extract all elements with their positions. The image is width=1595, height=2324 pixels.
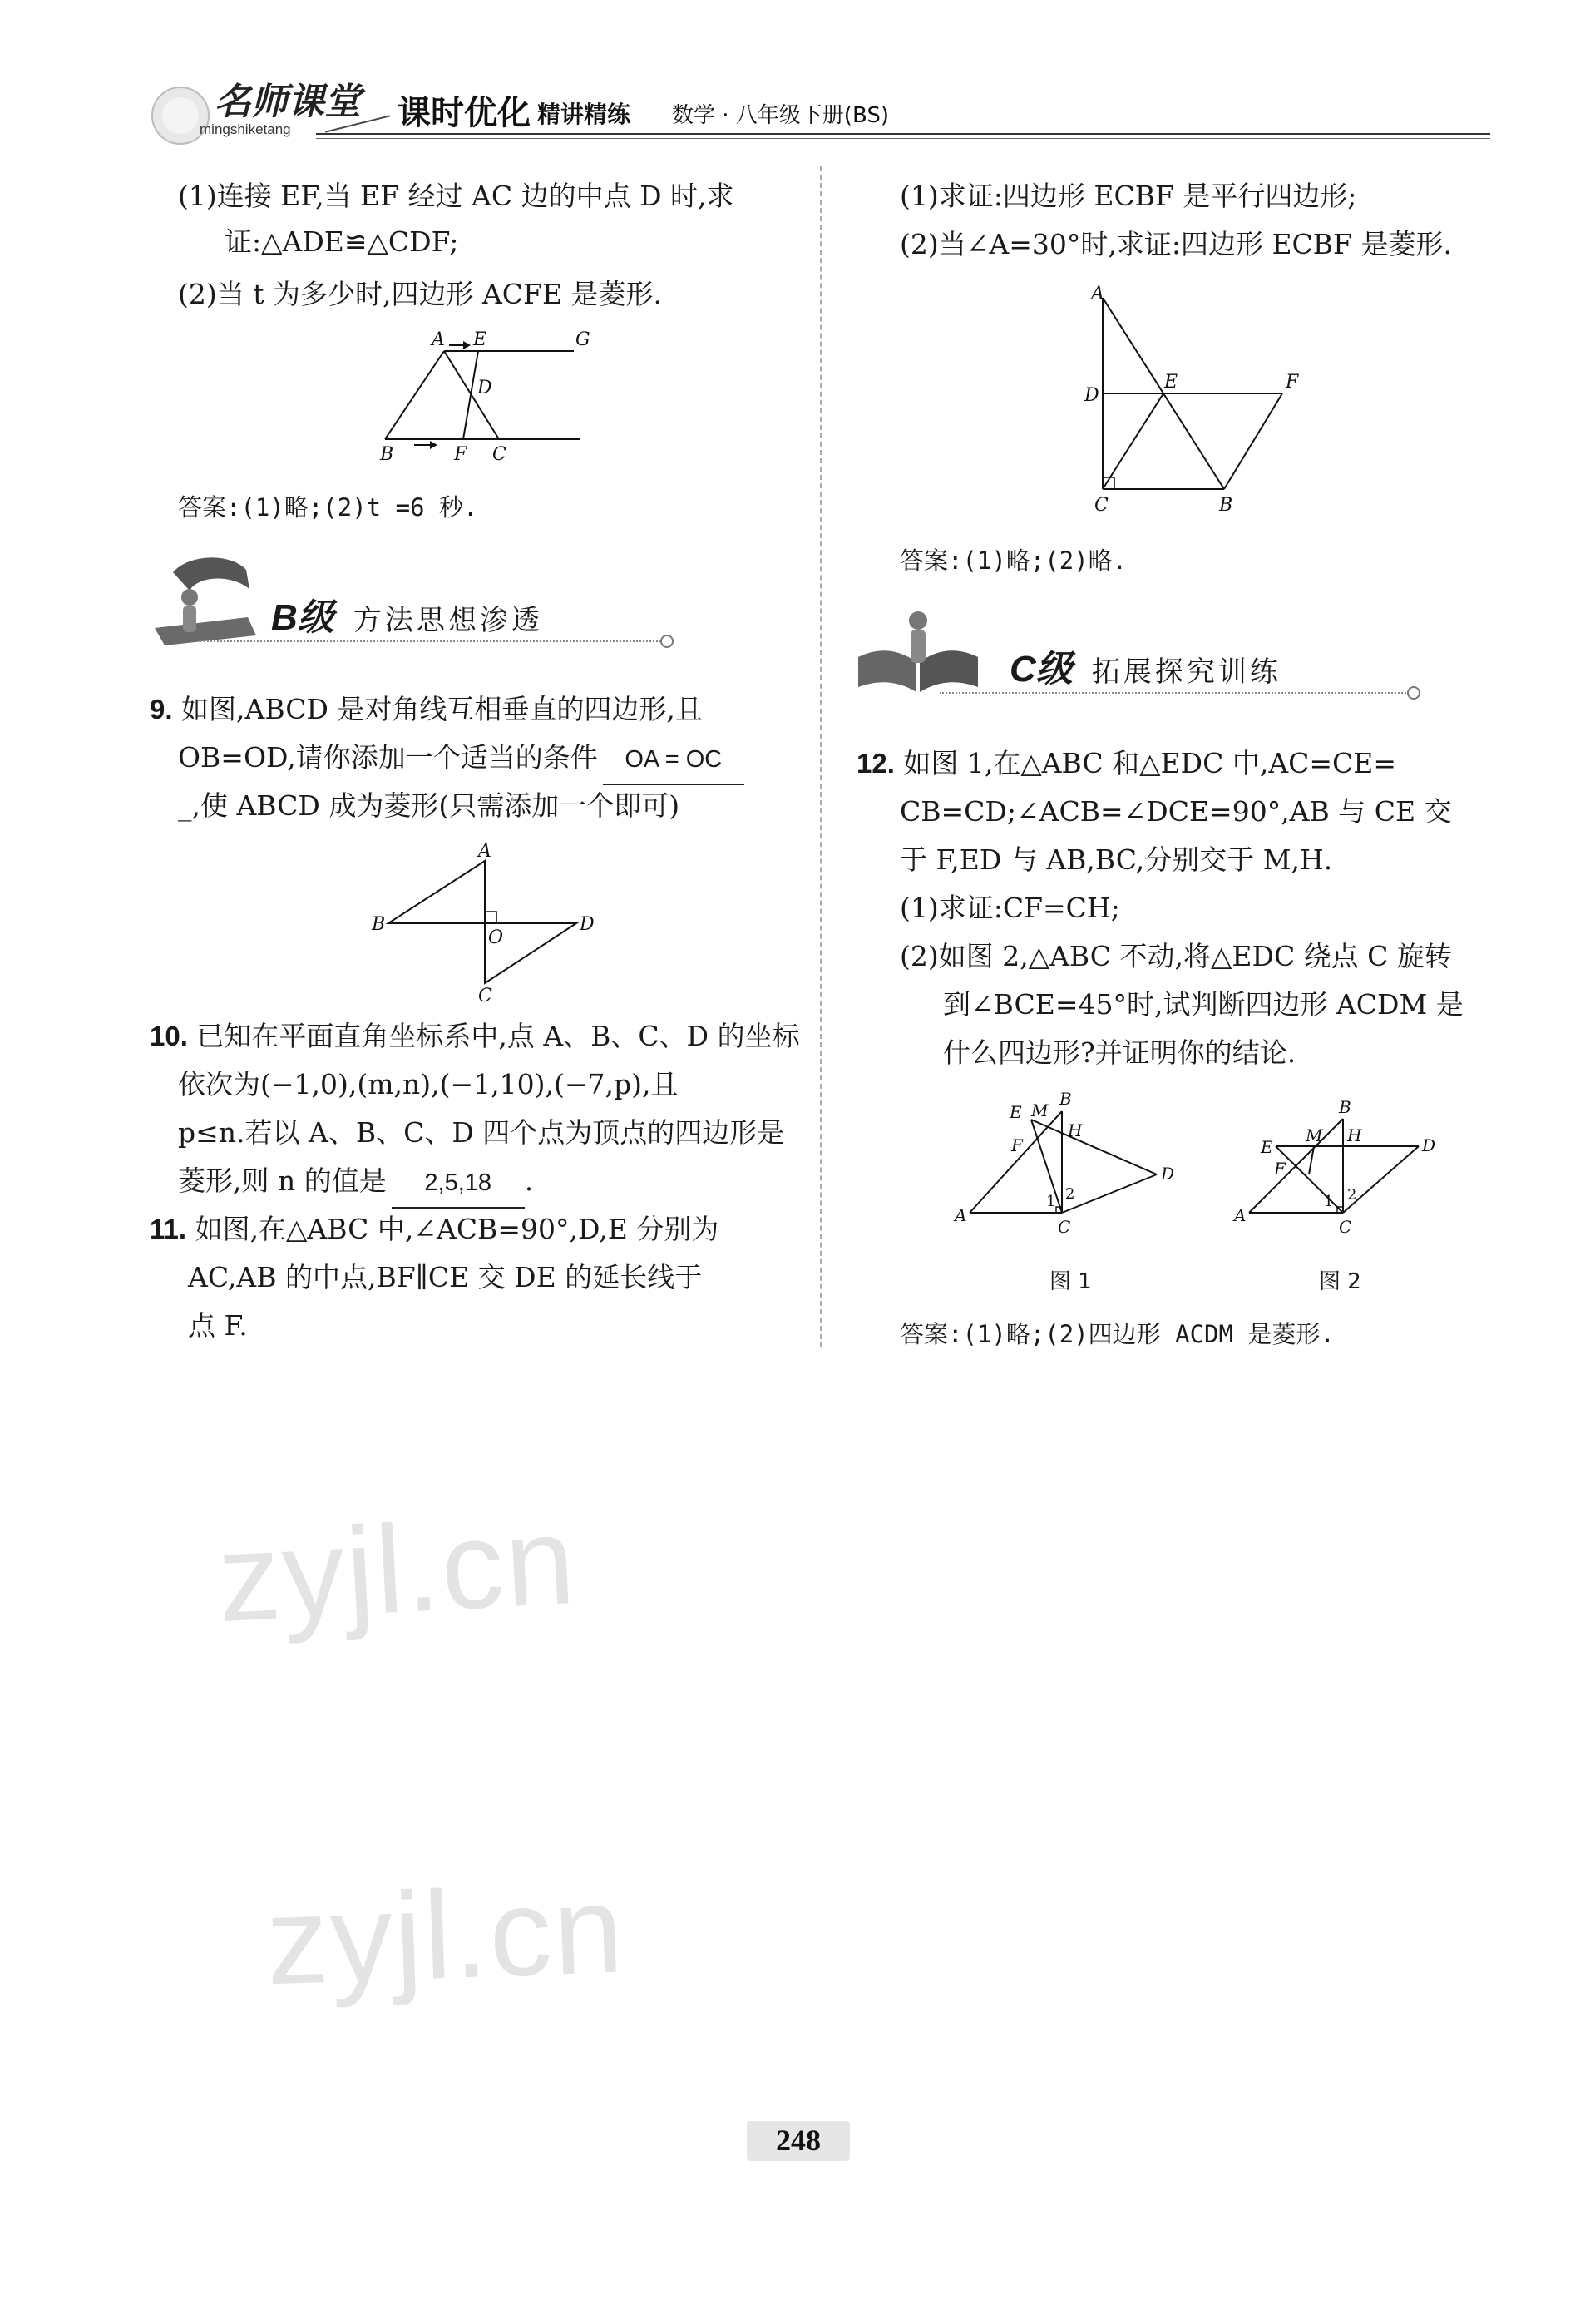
q11-part1: (1)求证:四边形 ECBF 是平行四边形; [900,180,1357,212]
section-b-title [271,587,543,640]
fig8-label-g: G [575,329,590,350]
fig11-label-a: A [1091,284,1104,304]
figure-q11 [1073,274,1322,516]
q10-number: 10. [150,1021,188,1051]
page-number: 248 [776,2124,821,2157]
fig12a-label-c: C [1058,1217,1071,1237]
header-series: 课时优化 [398,95,531,131]
q11-line3: 点 F. [188,1309,248,1342]
header-tagline: 精讲精练 [537,101,631,128]
fig12a-angle-1: 1 [1046,1193,1056,1210]
fig12a-angle-2: 2 [1065,1185,1075,1203]
q10-text-a: 已知在平面直角坐标系中,点 A、B、C、D 的坐标 [196,1020,800,1052]
section-b-figure-icon [148,549,264,653]
fig8-label-c: C [492,444,506,465]
fig9-label-a: A [478,841,491,862]
q9-answer-blank: OA = OC [603,735,744,785]
q10-text-d: 菱形,则 n 的值是 [178,1164,387,1197]
section-c-name: 拓展探究训练 [1091,656,1281,688]
figure-q12-2 [1222,1088,1464,1238]
section-c-title [1010,639,1281,692]
q8-answer: 答案:(1)略;(2)t =6 秒. [178,493,478,522]
fig12a-label-e: E [1010,1102,1022,1122]
fig12a-label-a: A [955,1205,967,1225]
fig8-label-b: B [380,444,394,465]
fig11-label-b: B [1219,495,1233,516]
q12-part1: (1)求证:CF=CH; [900,892,1120,924]
fig12b-label-d: D [1422,1135,1436,1155]
fig8-label-e: E [473,329,487,350]
q12-text-a: 如图 1,在△ABC 和△EDC 中,AC=CE= [903,747,1397,779]
section-c-book-icon [852,599,985,703]
header-logo-emblem [148,83,213,148]
fig12a-label-d: D [1161,1164,1175,1184]
q11-answer: 答案:(1)略;(2)略. [900,546,1128,575]
fig8-label-d: D [477,378,492,398]
section-b-rule-end-icon [660,635,674,648]
fig12b-angle-1: 1 [1324,1193,1334,1210]
q10-line4 [178,1157,533,1209]
fig9-label-o: O [488,927,504,948]
watermark-lower: zyjl.cn [264,1858,627,2011]
fig12b-angle-2: 2 [1347,1186,1357,1204]
q9-text-b: OB=OD,请你添加一个适当的条件 [178,741,598,774]
header-subject: 数学 · 八年级下册(BS) [672,103,889,128]
section-c-grade: C级 [1010,649,1073,690]
fig11-label-e: E [1164,372,1178,393]
figure-1-caption: 图 1 [1049,1269,1092,1294]
q11-part2: (2)当∠A=30°时,求证:四边形 ECBF 是菱形. [900,228,1452,260]
q9-line2 [178,734,744,785]
fig11-label-f: F [1286,372,1299,393]
section-c-rule-end-icon [1407,686,1420,700]
figure-q8 [366,320,599,466]
fig12b-label-f: F [1274,1159,1286,1179]
q12-number: 12. [857,748,895,779]
fig12b-label-m: M [1306,1125,1323,1145]
fig12b-label-a: A [1234,1205,1247,1225]
q9-number: 9. [150,694,173,724]
section-b-dotted-rule [200,640,661,642]
q12-part2-line2: 到∠BCE=45°时,试判断四边形 ACDM 是 [943,988,1464,1021]
q9-line1 [150,685,703,734]
q12-part2-line1: (2)如图 2,△ABC 不动,将△EDC 绕点 C 旋转 [900,940,1452,972]
q9-line3: _,使 ABCD 成为菱形(只需添加一个即可) [178,789,680,822]
fig12a-label-h: H [1068,1120,1083,1140]
section-b-grade: B级 [271,597,334,638]
q10-line2: 依次为(−1,0),(m,n),(−1,10),(−7,p),且 [178,1068,679,1100]
q8-part1-line1: (1)连接 EF,当 EF 经过 AC 边的中点 D 时,求 [178,180,734,212]
fig12a-label-b: B [1059,1089,1072,1109]
q11-text-a: 如图,在△ABC 中,∠ACB=90°,D,E 分别为 [195,1213,719,1245]
fig12b-label-c: C [1339,1217,1352,1237]
q11-line2: AC,AB 的中点,BF∥CE 交 DE 的延长线于 [188,1261,703,1293]
q8-part2: (2)当 t 为多少时,四边形 ACFE 是菱形. [178,278,663,310]
q10-line3: p≤n.若以 A、B、C、D 四个点为顶点的四边形是 [178,1116,785,1149]
header-rule [316,133,1490,135]
q10-line1 [150,1012,800,1061]
fig11-label-c: C [1094,495,1109,516]
fig9-label-b: B [372,914,386,935]
fig12a-label-f: F [1011,1135,1023,1155]
fig8-label-a: A [432,329,445,350]
header-brand: 名师课堂 [215,82,361,122]
q11-number: 11. [150,1214,187,1244]
q10-end: . [524,1164,534,1197]
q12-answer: 答案:(1)略;(2)四边形 ACDM 是菱形. [900,1320,1335,1348]
watermark-upper: zyjl.cn [214,1489,580,1649]
column-divider [820,166,822,1347]
figure-2-caption: 图 2 [1319,1269,1361,1294]
section-b-name: 方法思想渗透 [353,605,543,636]
fig8-label-f: F [454,444,467,465]
section-c-dotted-rule [940,692,1409,694]
fig12a-label-m: M [1031,1100,1049,1120]
header-rule-thin [316,138,1490,139]
q11-line1 [150,1205,718,1253]
q10-answer-blank: 2,5,18 [392,1159,525,1209]
fig11-label-d: D [1084,385,1099,406]
q12-line3: 于 F,ED 与 AB,BC,分别交于 M,H. [900,843,1333,876]
fig12b-label-b: B [1339,1097,1351,1117]
fig12b-label-h: H [1347,1125,1362,1145]
fig9-label-c: C [478,986,492,1006]
fig12b-label-e: E [1261,1137,1273,1157]
figure-q12-1 [948,1088,1189,1238]
q12-part2-line3: 什么四边形?并证明你的结论. [943,1036,1296,1069]
figure-q9 [370,840,611,1006]
q12-line2: CB=CD;∠ACB=∠DCE=90°,AB 与 CE 交 [900,795,1452,828]
fig9-label-d: D [580,914,595,935]
q9-text-a: 如图,ABCD 是对角线互相垂直的四边形,且 [181,693,703,725]
q12-line1 [857,739,1396,788]
header-brand-pinyin: mingshiketang [200,121,291,137]
q8-part1-line2: 证:△ADE≌△CDF; [225,225,459,258]
